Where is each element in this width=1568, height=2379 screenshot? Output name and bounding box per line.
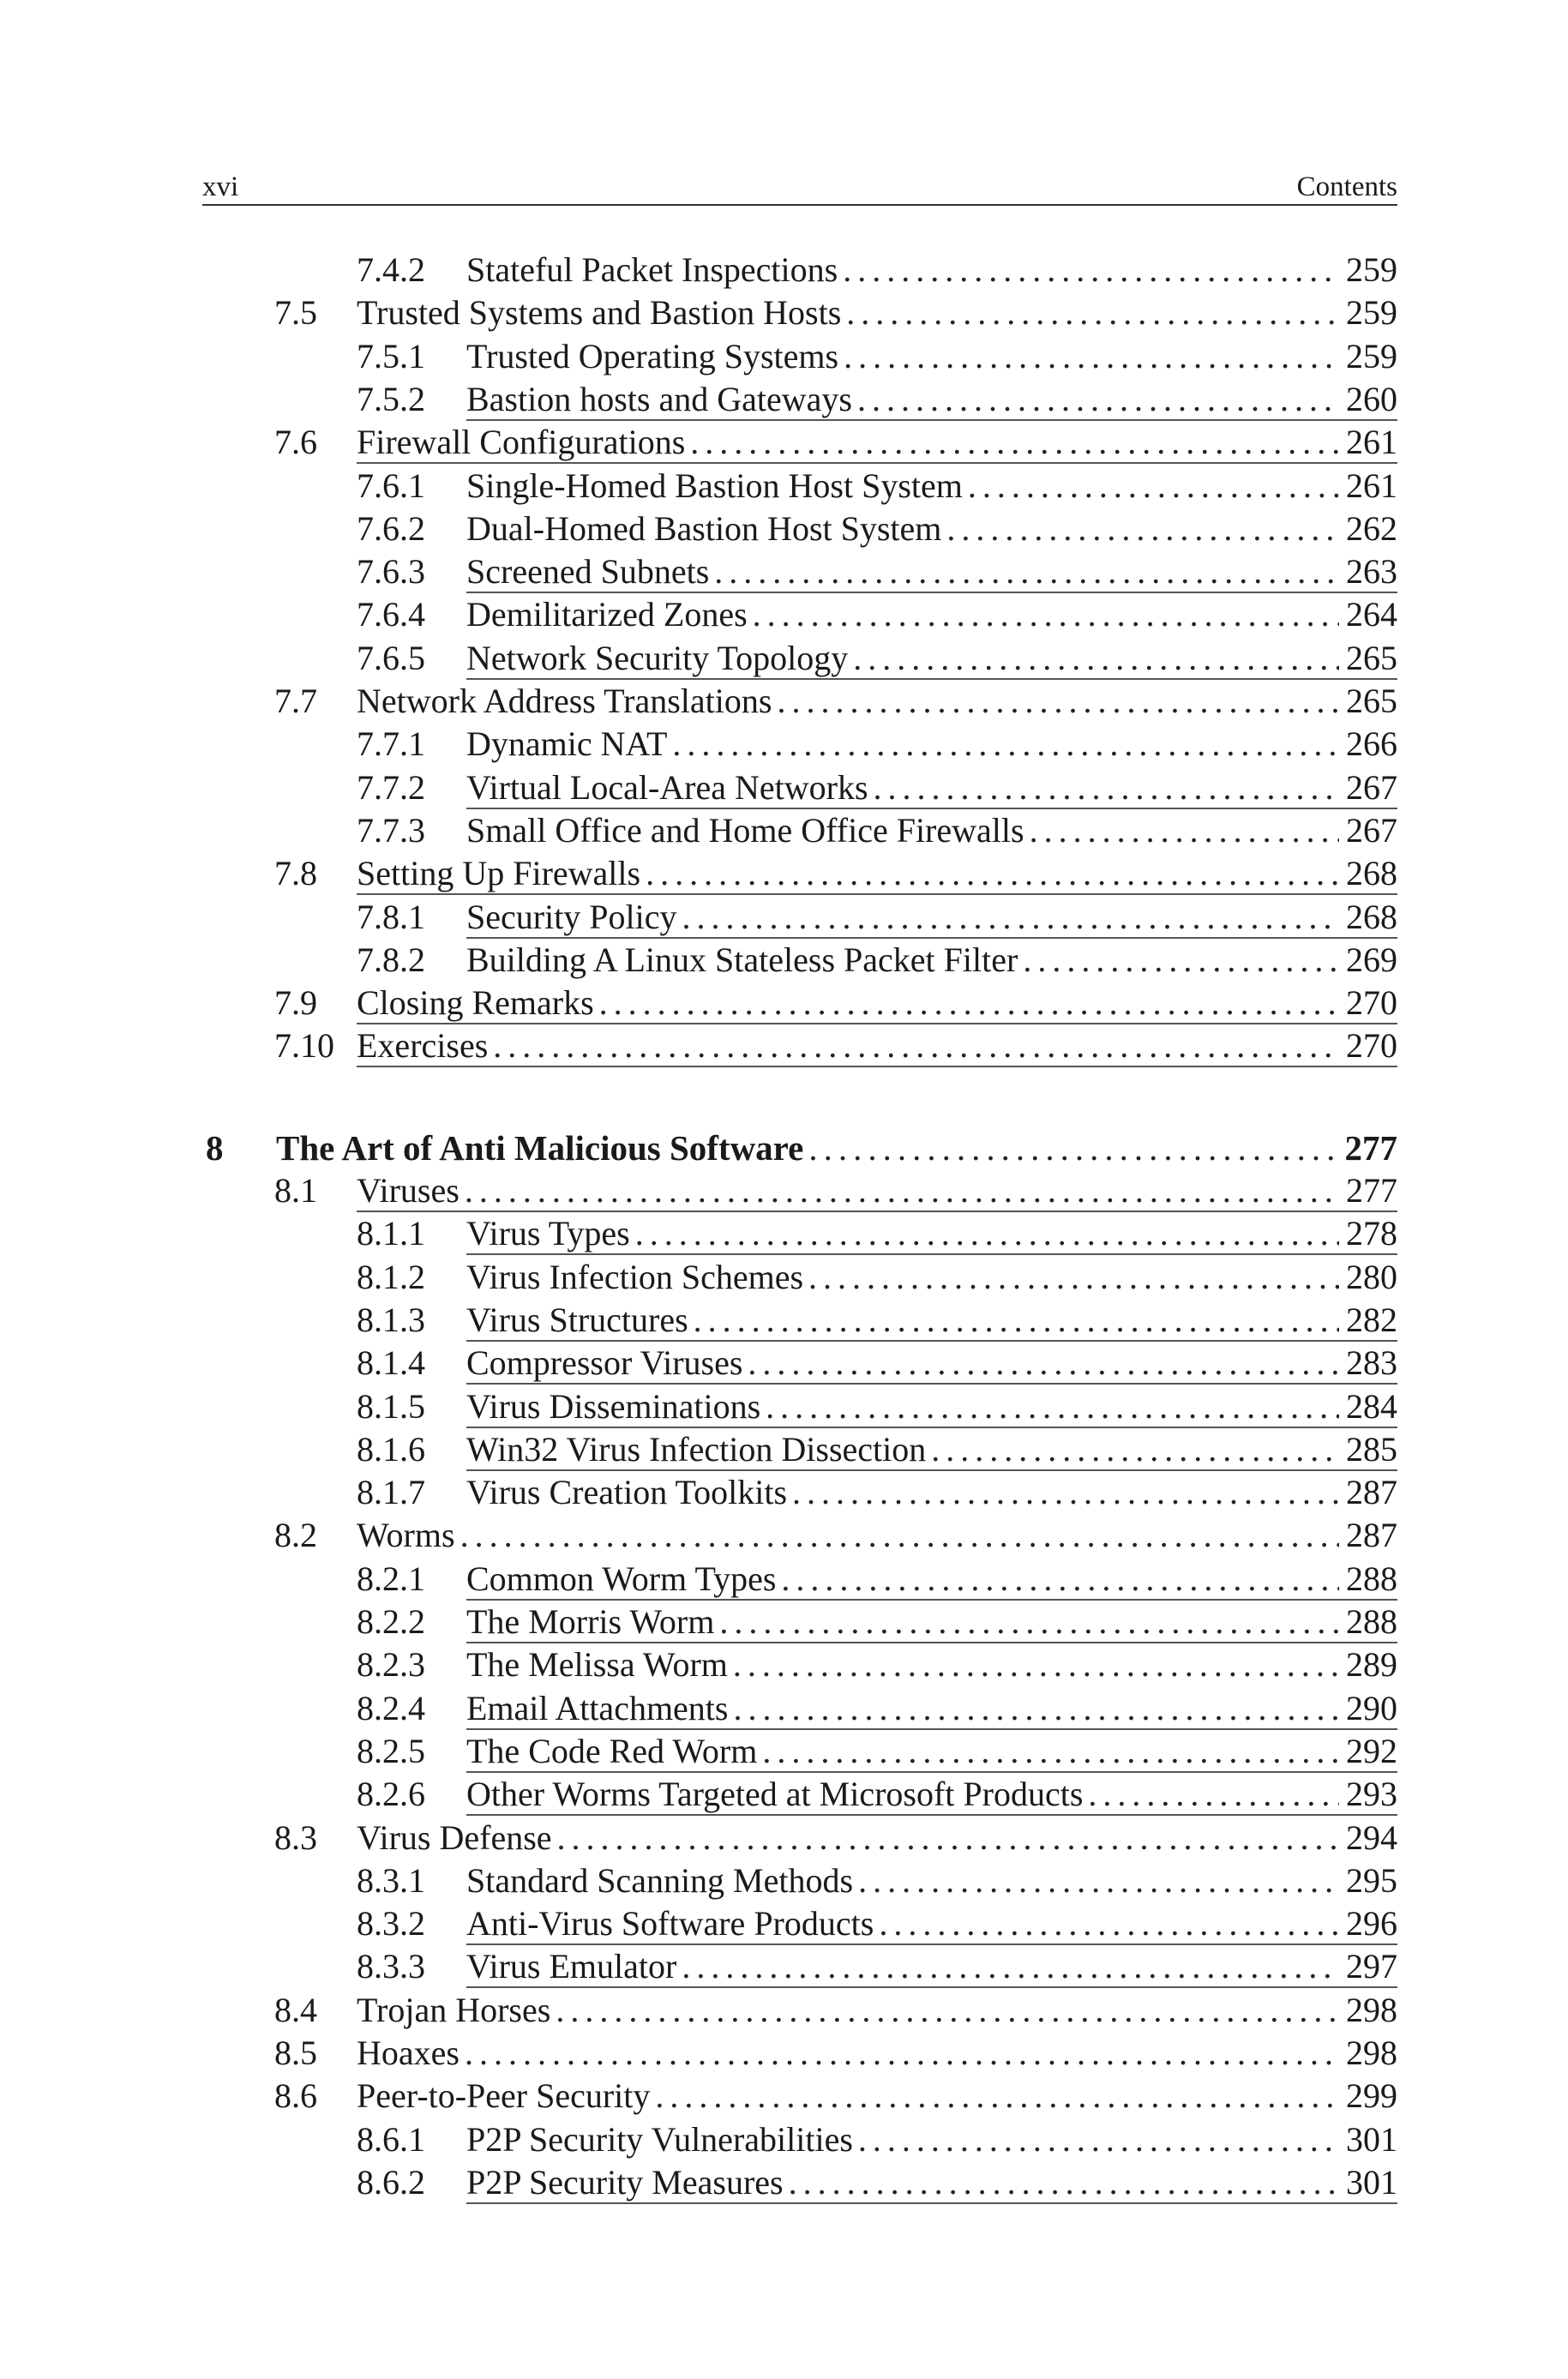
- toc-entry[interactable]: [466, 1730, 1397, 1773]
- toc-entry-page: 294: [1346, 1817, 1397, 1857]
- toc-entry-page: 259: [1346, 293, 1397, 333]
- toc-entry-number: 7.5.2: [357, 379, 425, 418]
- toc-entry-title: Setting Up Firewalls: [357, 854, 641, 893]
- toc-entry-number: 7.8: [274, 854, 317, 893]
- toc-entry-page: 259: [1346, 250, 1397, 289]
- toc-entry[interactable]: [357, 2032, 1397, 2075]
- toc-entry-page: 278: [1346, 1214, 1397, 1253]
- toc-entry-number: 7.10: [274, 1026, 334, 1066]
- toc-entry[interactable]: [466, 723, 1397, 766]
- toc-entry-number: 8.1.3: [357, 1300, 425, 1339]
- toc-entry[interactable]: [466, 766, 1397, 809]
- toc-entry-title: Standard Scanning Methods: [466, 1860, 854, 1900]
- toc-entry[interactable]: [466, 249, 1397, 291]
- toc-entry-title: P2P Security Measures: [466, 2162, 784, 2202]
- toc-entry-number: 8.2.1: [357, 1559, 425, 1598]
- leader-dots: [808, 1256, 1339, 1299]
- leader-dots: [853, 637, 1339, 680]
- leader-dots: [672, 723, 1339, 766]
- toc-entry-title: Compressor Viruses: [466, 1343, 743, 1383]
- toc-entry-title: The Code Red Worm: [466, 1731, 758, 1770]
- toc-entry[interactable]: [357, 1169, 1397, 1212]
- toc-entry-title: P2P Security Vulnerabilities: [466, 2119, 853, 2159]
- toc-entry-number: 7.8.2: [357, 940, 425, 979]
- toc-entry-number: 7.6.5: [357, 638, 425, 677]
- toc-entry-page: 264: [1346, 595, 1397, 634]
- leader-dots: [1030, 809, 1339, 852]
- page-number: xvi: [202, 171, 239, 202]
- toc-entry-number: 7.6.4: [357, 595, 425, 634]
- toc-entry-number: 7.7.3: [357, 810, 425, 850]
- toc-entry-title: The Art of Anti Malicious Software: [276, 1127, 804, 1168]
- leader-dots: [931, 1428, 1339, 1471]
- toc-entry-title: Common Worm Types: [466, 1559, 777, 1598]
- toc-entry-page: 287: [1346, 1516, 1397, 1555]
- leader-dots: [714, 550, 1339, 593]
- toc-entry[interactable]: [466, 1687, 1397, 1730]
- toc-entry[interactable]: [466, 1902, 1397, 1945]
- leader-dots: [748, 1342, 1339, 1385]
- leader-dots: [846, 291, 1339, 334]
- toc-entry-page: 292: [1346, 1731, 1397, 1770]
- toc-entry[interactable]: [357, 852, 1397, 895]
- leader-dots: [808, 1126, 1337, 1169]
- toc-entry-number: 8.2.6: [357, 1775, 425, 1814]
- leader-dots: [946, 508, 1339, 550]
- toc-entry-number: 8.3.3: [357, 1947, 425, 1986]
- toc-entry-page: 261: [1346, 423, 1397, 462]
- toc-entry-number: 8.1.5: [357, 1386, 425, 1426]
- toc-entry[interactable]: [466, 1342, 1397, 1385]
- toc-entry-number: 8.4: [274, 1990, 317, 2029]
- leader-dots: [879, 1902, 1339, 1945]
- leader-dots: [682, 1945, 1339, 1988]
- toc-entry-page: 293: [1346, 1775, 1397, 1814]
- leader-dots: [777, 680, 1339, 723]
- toc-entry-number: 7.6: [274, 423, 317, 462]
- leader-dots: [968, 465, 1339, 508]
- toc-entry-number: 8.5: [274, 2034, 317, 2072]
- toc-entry-number: 7.4.2: [357, 250, 425, 289]
- toc-entry-number: 8.1.1: [357, 1214, 425, 1253]
- toc-entry-number: 7.7.2: [357, 767, 425, 807]
- toc-entry-title: Dynamic NAT: [466, 724, 668, 764]
- toc-entry-page: 301: [1346, 2162, 1397, 2202]
- toc-entry-title: Virus Structures: [466, 1300, 688, 1339]
- toc-entry-number: 8.1: [274, 1171, 317, 1210]
- toc-entry-number: 7.7.1: [357, 724, 425, 764]
- toc-entry-page: 290: [1346, 1688, 1397, 1727]
- toc-entry-page: 267: [1346, 767, 1397, 807]
- toc-entry-page: 267: [1346, 810, 1397, 850]
- toc-entry-page: 298: [1346, 1990, 1397, 2029]
- toc-entry[interactable]: [466, 1601, 1397, 1643]
- toc-entry-number: 8: [206, 1127, 224, 1168]
- leader-dots: [556, 1989, 1339, 2032]
- toc-entry-page: 265: [1346, 638, 1397, 677]
- toc-chapter-entry[interactable]: [276, 1126, 1397, 1169]
- toc-entry[interactable]: [466, 1773, 1397, 1816]
- toc-entry[interactable]: [466, 1558, 1397, 1601]
- toc-entry[interactable]: [466, 1643, 1397, 1686]
- toc-entry[interactable]: [466, 335, 1397, 378]
- toc-entry-title: The Morris Worm: [466, 1602, 715, 1641]
- toc-entry-page: 301: [1346, 2119, 1397, 2159]
- leader-dots: [874, 766, 1339, 809]
- toc-entry-number: 7.5.1: [357, 336, 425, 375]
- leader-dots: [762, 1730, 1339, 1773]
- toc-entry-page: 270: [1346, 983, 1397, 1023]
- toc-entry-title: Small Office and Home Office Firewalls: [466, 810, 1024, 850]
- toc-entry-title: Bastion hosts and Gateways: [466, 379, 852, 418]
- toc-entry[interactable]: [357, 680, 1397, 723]
- toc-entry-page: 263: [1346, 552, 1397, 592]
- toc-entry-title: Virtual Local-Area Networks: [466, 767, 868, 807]
- toc-entry-page: 296: [1346, 1904, 1397, 1943]
- leader-dots: [690, 421, 1339, 464]
- leader-dots: [844, 335, 1339, 378]
- toc-entry-title: Virus Emulator: [466, 1947, 677, 1986]
- toc-entry-title: Virus Types: [466, 1214, 630, 1253]
- toc-entry[interactable]: [357, 982, 1397, 1024]
- leader-dots: [599, 982, 1339, 1024]
- toc-entry-page: 288: [1346, 1602, 1397, 1641]
- leader-dots: [733, 1643, 1339, 1686]
- toc-entry-title: Screened Subnets: [466, 552, 710, 592]
- toc-entry[interactable]: [466, 1385, 1397, 1428]
- toc-entry-page: 284: [1346, 1386, 1397, 1426]
- toc-entry-title: Virus Disseminations: [466, 1386, 761, 1426]
- toc-entry-page: 285: [1346, 1429, 1397, 1469]
- leader-dots: [858, 2118, 1339, 2161]
- toc-entry[interactable]: [466, 809, 1397, 852]
- leader-dots: [655, 2075, 1339, 2118]
- leader-dots: [789, 2161, 1339, 2204]
- toc-entry-page: 297: [1346, 1947, 1397, 1986]
- toc-entry-title: Network Address Translations: [357, 682, 772, 720]
- toc-entry-page: 260: [1346, 379, 1397, 418]
- toc-entry-title: Viruses: [357, 1171, 460, 1210]
- toc-entry-page: 270: [1346, 1026, 1397, 1066]
- toc-entry-page: 277: [1344, 1127, 1397, 1168]
- toc-entry-number: 7.7: [274, 682, 317, 720]
- toc-entry-number: 8.6: [274, 2076, 317, 2116]
- toc-entry-number: 8.1.4: [357, 1343, 425, 1383]
- toc-entry-number: 8.3.1: [357, 1860, 425, 1900]
- toc-entry-title: Trusted Systems and Bastion Hosts: [357, 293, 842, 333]
- toc-entry[interactable]: [357, 1817, 1397, 1859]
- toc-entry[interactable]: [466, 2161, 1397, 2204]
- toc-entry-page: 288: [1346, 1559, 1397, 1598]
- toc-entry-title: Virus Infection Schemes: [466, 1257, 804, 1296]
- toc-entry-number: 8.6.1: [357, 2119, 425, 2159]
- toc-entry[interactable]: [466, 465, 1397, 508]
- toc-entry-page: 265: [1346, 682, 1397, 720]
- toc-entry-title: Trojan Horses: [357, 1990, 551, 2029]
- toc-entry-number: 7.6.1: [357, 466, 425, 505]
- toc-entry[interactable]: [466, 637, 1397, 680]
- toc-entry-title: Win32 Virus Infection Dissection: [466, 1429, 927, 1469]
- toc-entry-number: 8.2.3: [357, 1645, 425, 1685]
- toc-entry-page: 261: [1346, 466, 1397, 505]
- toc-entry[interactable]: [466, 1859, 1397, 1902]
- toc-entry-number: 8.1.2: [357, 1257, 425, 1296]
- toc-entry[interactable]: [466, 1299, 1397, 1342]
- leader-dots: [792, 1471, 1339, 1514]
- running-head-title: Contents: [1296, 171, 1397, 202]
- leader-dots: [557, 1817, 1339, 1859]
- leader-dots: [858, 1859, 1339, 1902]
- toc-entry-page: 282: [1346, 1300, 1397, 1339]
- toc-entry-page: 268: [1346, 897, 1397, 936]
- toc-entry[interactable]: [466, 939, 1397, 982]
- toc-entry-number: 7.6.2: [357, 508, 425, 548]
- leader-dots: [781, 1558, 1339, 1601]
- toc-entry[interactable]: [357, 1024, 1397, 1067]
- toc-entry-title: Firewall Configurations: [357, 423, 686, 462]
- leader-dots: [493, 1024, 1339, 1067]
- toc-entry[interactable]: [466, 378, 1397, 421]
- toc-entry-title: Anti-Virus Software Products: [466, 1904, 874, 1943]
- toc-entry-page: 268: [1346, 854, 1397, 893]
- toc-entry-number: 8.2.4: [357, 1688, 425, 1727]
- leader-dots: [646, 852, 1339, 895]
- toc-entry[interactable]: [466, 896, 1397, 939]
- toc-entry-number: 7.5: [274, 293, 317, 333]
- toc-entry[interactable]: [466, 1256, 1397, 1299]
- toc-entry[interactable]: [466, 593, 1397, 636]
- toc-entry-page: 262: [1346, 508, 1397, 548]
- toc-entry-number: 8.2: [274, 1516, 317, 1555]
- toc-entry-number: 7.8.1: [357, 897, 425, 936]
- leader-dots: [465, 2032, 1339, 2075]
- leader-dots: [460, 1514, 1339, 1557]
- toc-entry-title: Exercises: [357, 1026, 489, 1066]
- toc-entry-title: Single-Homed Bastion Host System: [466, 466, 963, 505]
- leader-dots: [694, 1299, 1339, 1342]
- toc-entry-title: The Melissa Worm: [466, 1645, 728, 1685]
- toc-entry[interactable]: [357, 1514, 1397, 1557]
- toc-entry[interactable]: [466, 508, 1397, 550]
- toc-entry[interactable]: [357, 421, 1397, 464]
- toc-entry-number: 8.1.7: [357, 1473, 425, 1512]
- toc-entry-page: 295: [1346, 1860, 1397, 1900]
- toc-entry-title: Virus Creation Toolkits: [466, 1473, 788, 1512]
- toc-entry-title: Peer-to-Peer Security: [357, 2076, 651, 2116]
- toc-entry[interactable]: [466, 1471, 1397, 1514]
- leader-dots: [753, 593, 1339, 636]
- toc-entry-number: 8.2.5: [357, 1731, 425, 1770]
- toc-entry-title: Dual-Homed Bastion Host System: [466, 508, 942, 548]
- leader-dots: [719, 1601, 1339, 1643]
- toc-entry-page: 287: [1346, 1473, 1397, 1512]
- toc-entry-number: 8.1.6: [357, 1429, 425, 1469]
- toc-entry-page: 283: [1346, 1343, 1397, 1383]
- toc-entry-page: 299: [1346, 2076, 1397, 2116]
- toc-entry-page: 266: [1346, 724, 1397, 764]
- toc-entry-title: Email Attachments: [466, 1688, 729, 1727]
- toc-entry[interactable]: [466, 550, 1397, 593]
- toc-entry-title: Other Worms Targeted at Microsoft Products: [466, 1775, 1084, 1814]
- toc-entry-title: Demilitarized Zones: [466, 595, 748, 634]
- leader-dots: [734, 1687, 1340, 1730]
- leader-dots: [682, 896, 1339, 939]
- toc-entry-page: 269: [1346, 940, 1397, 979]
- toc-entry-page: 298: [1346, 2034, 1397, 2072]
- toc-entry-title: Network Security Topology: [466, 638, 849, 677]
- toc-entry-number: 7.6.3: [357, 552, 425, 592]
- toc-entry-title: Building A Linux Stateless Packet Filter: [466, 940, 1018, 979]
- leader-dots: [1023, 939, 1339, 982]
- leader-dots: [857, 378, 1339, 421]
- toc-entry-title: Virus Defense: [357, 1817, 552, 1857]
- toc-entry[interactable]: [466, 1212, 1397, 1255]
- toc-entry-number: 8.2.2: [357, 1602, 425, 1641]
- leader-dots: [843, 249, 1339, 291]
- toc-entry[interactable]: [357, 291, 1397, 334]
- toc-entry[interactable]: [357, 1989, 1397, 2032]
- toc-entry[interactable]: [466, 1945, 1397, 1988]
- leader-dots: [1088, 1773, 1339, 1816]
- toc-entry-number: 8.6.2: [357, 2162, 425, 2202]
- toc-entry-number: 8.3.2: [357, 1904, 425, 1943]
- toc-entry-title: Hoaxes: [357, 2034, 460, 2072]
- toc-entry-page: 289: [1346, 1645, 1397, 1685]
- toc-entry[interactable]: [357, 2075, 1397, 2118]
- toc-entry-title: Closing Remarks: [357, 983, 594, 1023]
- leader-dots: [635, 1212, 1339, 1255]
- toc-entry-page: 280: [1346, 1257, 1397, 1296]
- toc-entry[interactable]: [466, 1428, 1397, 1471]
- toc-entry-number: 8.3: [274, 1817, 317, 1857]
- leader-dots: [465, 1169, 1339, 1212]
- toc-entry-title: Security Policy: [466, 897, 677, 936]
- running-head: [202, 170, 1397, 206]
- toc-entry[interactable]: [466, 2118, 1397, 2161]
- toc-entry-number: 7.9: [274, 983, 317, 1023]
- toc-entry-title: Trusted Operating Systems: [466, 336, 839, 375]
- toc-entry-page: 259: [1346, 336, 1397, 375]
- toc-entry-page: 277: [1346, 1171, 1397, 1210]
- toc-entry-title: Worms: [357, 1516, 455, 1555]
- leader-dots: [766, 1385, 1339, 1428]
- toc-entry-title: Stateful Packet Inspections: [466, 250, 838, 289]
